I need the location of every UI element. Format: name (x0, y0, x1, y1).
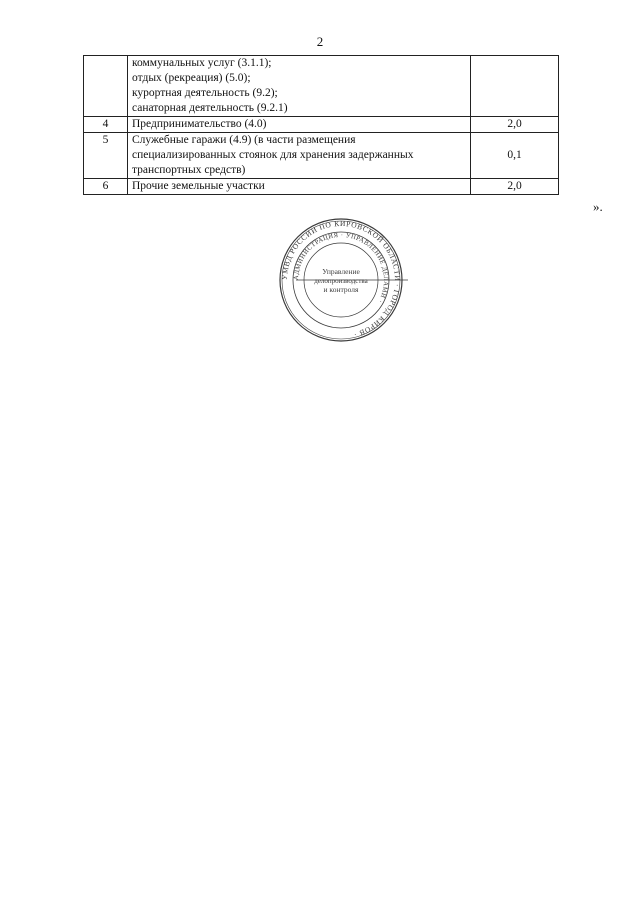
description-line: отдых (рекреация) (5.0); (132, 72, 251, 84)
table-row (84, 133, 559, 179)
seal-inner-text: АДМИНИСТРАЦИЯ · УПРАВЛЕНИЕ ДЕЛАМИ · (292, 231, 390, 305)
row-value: 2,0 (471, 117, 559, 133)
seal-center-line-3: и контроля (323, 285, 359, 294)
row-number: 4 (84, 117, 128, 133)
row-value: 0,1 (471, 133, 559, 179)
row-number (84, 56, 128, 117)
row-description (128, 56, 471, 117)
row-number: 5 (84, 133, 128, 179)
table-row (84, 179, 559, 195)
land-use-table (83, 55, 559, 195)
page-number: 2 (316, 34, 324, 49)
description-line: специализированных стоянок для хранения задержанных (132, 149, 414, 161)
description-line: транспортных средств) (132, 164, 246, 176)
description-line: Прочие земельные участки (132, 180, 265, 192)
official-seal (270, 217, 412, 343)
closing-quote: ». (593, 199, 603, 214)
seal-center-line-1: Управление (322, 267, 360, 276)
table-row (84, 117, 559, 133)
description-line: коммунальных услуг (3.1.1); (132, 57, 272, 69)
row-description (128, 179, 471, 195)
row-number: 6 (84, 179, 128, 195)
description-line: курортная деятельность (9.2); (132, 87, 278, 99)
description-line: санаторная деятельность (9.2.1) (132, 102, 288, 114)
seal-outer-text: УМВД РОССИИ ПО КИРОВСКОЙ ОБЛАСТИ · ГОРОД КИРОВ · (279, 218, 403, 340)
row-value: 2,0 (471, 179, 559, 195)
row-description (128, 117, 471, 133)
seal-center-line-2: делопроизводства (314, 277, 368, 285)
row-value (471, 56, 559, 117)
description-line: Служебные гаражи (4.9) (в части размещения (132, 134, 356, 146)
description-line: Предпринимательство (4.0) (132, 118, 267, 130)
table-row (84, 56, 559, 117)
row-description (128, 133, 471, 179)
